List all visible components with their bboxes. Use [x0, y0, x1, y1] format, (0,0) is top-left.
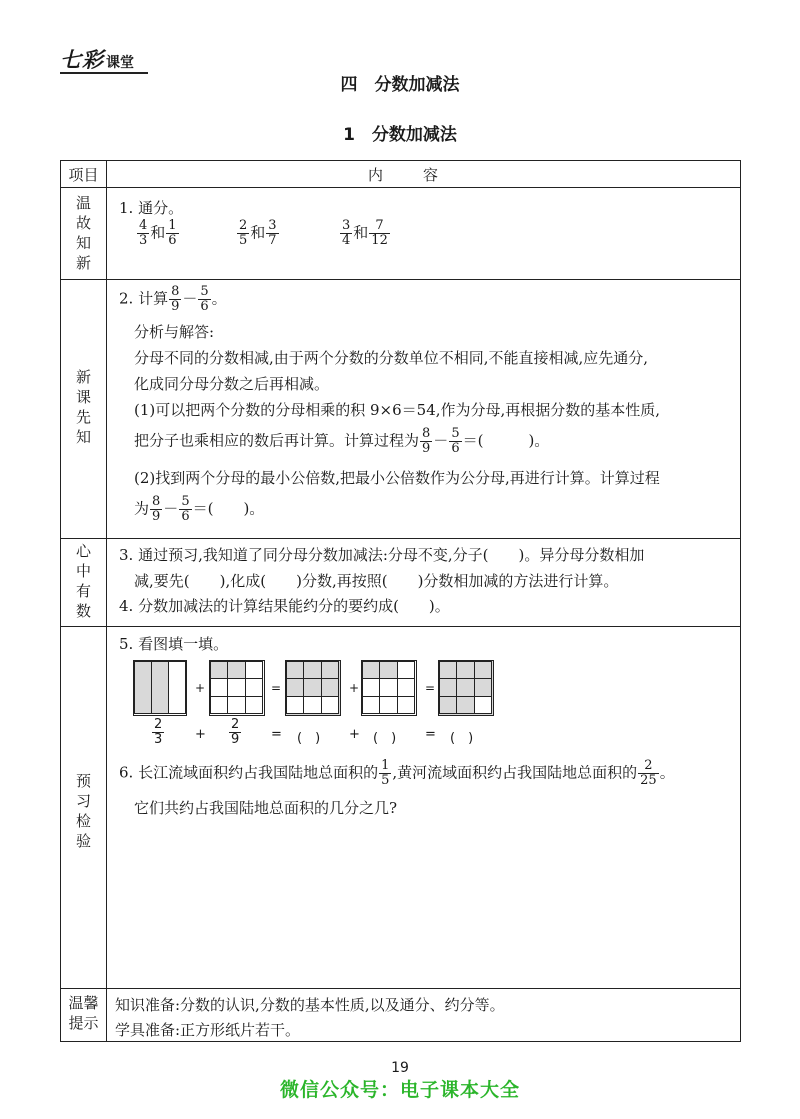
label-text: 温故知新 — [75, 194, 91, 272]
fraction-grid-ninths — [285, 660, 341, 716]
label-practice — [61, 771, 106, 851]
plus-sign: + — [349, 681, 360, 695]
grid-cell — [397, 661, 415, 679]
grid-cell-shaded — [303, 678, 322, 697]
label-tips — [61, 993, 106, 1033]
grid-cell — [362, 696, 380, 714]
q5-text: 5. 看图填一填。 — [119, 635, 229, 653]
grid-cell — [397, 678, 415, 697]
grid-cell-shaded — [227, 661, 246, 679]
answer-blank: ( ) — [450, 731, 474, 746]
row-divider — [61, 279, 740, 280]
fraction-grid-ninths — [438, 660, 494, 716]
grid-cell — [286, 696, 304, 714]
grid-cell — [210, 696, 228, 714]
analysis-line: 分母不同的分数相减,由于两个分数的分数单位不相同,不能直接相减,应先通分, — [134, 349, 649, 367]
equals-sign: = — [425, 681, 436, 695]
grid-cell-shaded — [474, 661, 492, 679]
analysis-line: (2)找到两个分母的最小公倍数,把最小公倍数作为公分母,再进行计算。计算过程 — [134, 469, 660, 487]
fraction: $\frac{2}{5}$ — [239, 218, 248, 248]
answer-blank: ( ) — [373, 731, 397, 746]
grid-cell-shaded — [151, 661, 169, 714]
fraction: $\frac{3}{7}$ — [268, 218, 277, 248]
grid-cell-shaded — [439, 661, 457, 679]
analysis-heading: 分析与解答: — [134, 323, 215, 341]
lesson-title: 1 分数加减法 — [343, 125, 457, 145]
tip-line: 学具准备:正方形纸片若干。 — [115, 1021, 301, 1039]
logo-box: 课堂 — [106, 55, 134, 71]
grid-cell-shaded — [321, 661, 339, 679]
grid-cell — [362, 678, 380, 697]
label-mind — [61, 541, 106, 621]
grid-cell-shaded — [456, 696, 475, 714]
label-text: 温馨提示 — [68, 994, 99, 1032]
analysis-line: 化成同分母分数之后再相减。 — [134, 375, 330, 393]
fraction-pair: $\frac{2}{5}$ 和 $\frac{3}{7}$ — [239, 218, 277, 248]
grid-cell — [397, 696, 415, 714]
fraction: $\frac{3}{4}$ — [342, 218, 351, 248]
fraction-pair: $\frac{3}{4}$ 和 $\frac{7}{12}$ — [342, 218, 388, 248]
grid-cell-shaded — [362, 661, 380, 679]
label-new-lesson — [61, 367, 106, 447]
grid-cell — [379, 678, 398, 697]
grid-cell-shaded — [303, 661, 322, 679]
grid-cell-shaded — [439, 696, 457, 714]
analysis-line: 为 $\frac{8}{9}$ － $\frac{5}{6}$ ＝( )。 — [134, 494, 265, 524]
label-text: 预习检验 — [75, 772, 91, 850]
label-text: 心中有数 — [75, 542, 91, 620]
q3-line: 3. 通过预习,我知道了同分母分数加减法:分母不变,分子( )。异分母分数相加 — [119, 546, 645, 564]
q6-line: 6. 长江流域面积约占我国陆地总面积的 $\frac{1}{5}$ ,黄河流域面积约占我国陆地总面积的 $\frac{2}{25}$ 。 — [119, 758, 675, 788]
q6-line: 它们共约占我国陆地总面积的几分之几? — [134, 799, 398, 817]
row-divider — [61, 187, 740, 188]
grid-cell — [245, 696, 263, 714]
lesson-table — [60, 160, 741, 1042]
fraction: $\frac{1}{6}$ — [168, 218, 177, 248]
grid-cell — [321, 696, 339, 714]
grid-cell-shaded — [456, 678, 475, 697]
row-divider — [61, 626, 740, 627]
row-divider — [61, 538, 740, 539]
fraction: $\frac{7}{12}$ — [371, 218, 388, 248]
q4-line: 4. 分数加减法的计算结果能约分的要约成( )。 — [119, 597, 450, 615]
analysis-line: 把分子也乘相应的数后再计算。计算过程为 $\frac{8}{9}$ － $\frac{5}{6}$ ＝( )。 — [134, 426, 550, 456]
grid-cell-shaded — [321, 678, 339, 697]
grid-cell-shaded — [210, 661, 228, 679]
logo-script: 七彩 — [60, 48, 104, 72]
fraction-grid-ninths — [209, 660, 265, 716]
label-text: 新课先知 — [75, 368, 91, 446]
grid-cell-shaded — [286, 661, 304, 679]
grid-cell — [227, 678, 246, 697]
footer-watermark: 微信公众号：电子课本大全 — [279, 1079, 520, 1101]
fraction-grid-thirds — [133, 660, 187, 716]
grid-cell-shaded — [456, 661, 475, 679]
row-divider — [61, 988, 740, 989]
fraction-under: $\frac{2}{9}$ — [231, 717, 240, 747]
tip-line: 知识准备:分数的认识,分数的基本性质,以及通分、约分等。 — [115, 996, 505, 1014]
header-item: 项目 — [68, 166, 99, 184]
fraction-pair: $\frac{4}{3}$ 和 $\frac{1}{6}$ — [139, 218, 177, 248]
equals-sign: = — [271, 681, 282, 695]
fraction: $\frac{4}{3}$ — [139, 218, 148, 248]
answer-blank: ( ) — [297, 731, 321, 746]
q1-text: 1. 通分。 — [119, 199, 184, 217]
equals-sign: = — [425, 727, 436, 742]
column-divider — [106, 161, 107, 1041]
grid-cell-shaded — [379, 661, 398, 679]
grid-cell — [245, 678, 263, 697]
grid-cell — [379, 696, 398, 714]
q2-text: 2. 计算 $\frac{8}{9}$ － $\frac{5}{6}$ 。 — [119, 284, 227, 314]
plus-sign: + — [195, 681, 206, 695]
header-content: 内容 — [367, 166, 478, 184]
chapter-title: 四 分数加减法 — [340, 75, 460, 95]
grid-cell-shaded — [474, 678, 492, 697]
q3-line: 减,要先( ),化成( )分数,再按照( )分数相加减的方法进行计算。 — [134, 572, 619, 590]
publisher-logo — [60, 44, 134, 70]
analysis-line: (1)可以把两个分数的分母相乘的积 9×6＝54,作为分母,再根据分数的基本性质, — [134, 401, 661, 419]
plus-sign: + — [195, 727, 206, 742]
grid-cell-shaded — [134, 661, 152, 714]
grid-cell — [168, 661, 186, 714]
grid-cell — [227, 696, 246, 714]
fraction-under: $\frac{2}{3}$ — [154, 717, 163, 747]
label-review — [61, 193, 106, 273]
equals-sign: = — [271, 727, 282, 742]
grid-cell — [474, 696, 492, 714]
fraction-grid-ninths — [361, 660, 417, 716]
plus-sign: + — [349, 727, 360, 742]
page-number: 19 — [391, 1060, 409, 1076]
grid-cell-shaded — [286, 678, 304, 697]
grid-cell — [303, 696, 322, 714]
grid-cell — [210, 678, 228, 697]
grid-cell — [245, 661, 263, 679]
grid-cell-shaded — [439, 678, 457, 697]
